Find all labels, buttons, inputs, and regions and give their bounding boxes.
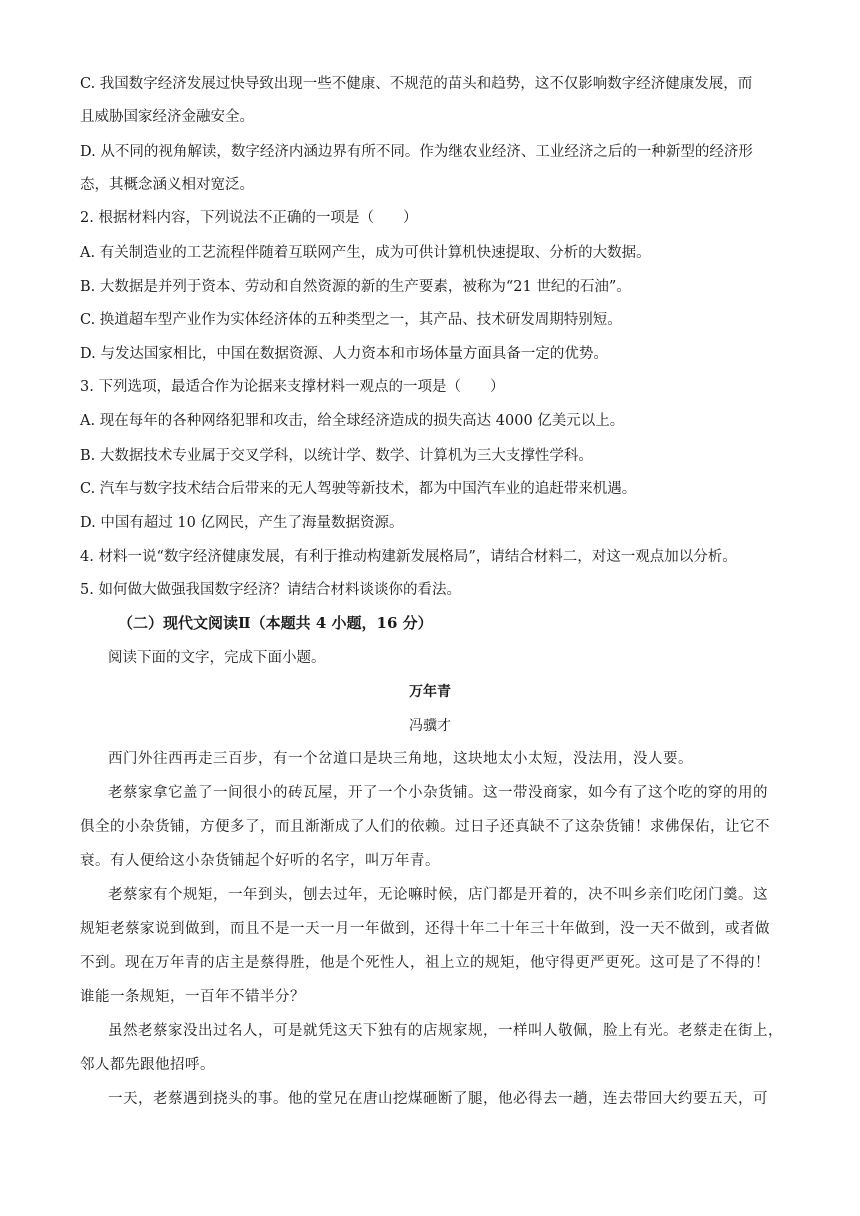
option-line: A. 现在每年的各种网络犯罪和攻击，给全球经济造成的损失高达 4000 亿美元以上。 <box>80 413 625 429</box>
story-paragraph-line: 衰。有人便给这小杂货铺起个好听的名字，叫万年青。 <box>80 853 440 869</box>
option-line: D. 从不同的视角解读，数字经济内涵边界有所不同。作为继农业经济、工业经济之后的一种新型的经济形 <box>80 144 753 160</box>
story-paragraph-line: 老蔡家有个规矩，一年到头，刨去过年，无论嘛时候，店门都是开着的，决不叫乡亲们吃闭门羹。这 <box>108 887 768 903</box>
option-line: B. 大数据技术专业属于交叉学科，以统计学、数学、计算机为三大支撑性学科。 <box>80 448 593 464</box>
question-line: 4. 材料一说“数字经济健康发展，有利于推动构建新发展格局”，请结合材料二，对这一观点加以分析。 <box>80 549 737 565</box>
option-line: C. 我国数字经济发展过快导致出现一些不健康、不规范的苗头和趋势，这不仅影响数字经济健康发展，而 <box>80 76 753 92</box>
story-paragraph-line: 老蔡家拿它盖了一间很小的砖瓦屋，开了一个小杂货铺。这一带没商家，如今有了这个吃的穿的用的 <box>108 785 768 801</box>
story-title: 万年青 <box>409 684 451 700</box>
story-paragraph-line: 西门外往西再走三百步，有一个岔道口是块三角地，这块地太小太短，没法用，没人要。 <box>108 751 693 767</box>
option-line: 态，其概念涵义相对宽泛。 <box>80 177 254 193</box>
option-line: D. 与发达国家相比，中国在数据资源、人力资本和市场体量方面具备一定的优势。 <box>80 346 608 362</box>
section-title: （二）现代文阅读Ⅱ（本题共 4 小题，16 分） <box>118 614 433 632</box>
instruction-text: 阅读下面的文字，完成下面小题。 <box>108 650 326 666</box>
story-paragraph-line: 一天，老蔡遇到挠头的事。他的堂兄在唐山挖煤砸断了腿，他必得去一趟，连去带回大约要五天，可 <box>108 1091 768 1107</box>
story-paragraph-line: 谁能一条规矩，一百年不错半分？ <box>80 989 305 1005</box>
question-line: 3. 下列选项，最适合作为论据来支撑材料一观点的一项是（ ） <box>80 379 505 395</box>
story-paragraph-line: 虽然老蔡家没出过名人，可是就凭这天下独有的店规家规，一样叫人敬佩，脸上有光。老蔡走在街上， <box>108 1023 783 1039</box>
option-line: C. 汽车与数字技术结合后带来的无人驾驶等新技术，都为中国汽车业的追赶带来机遇。 <box>80 481 637 497</box>
option-line: 且威胁国家经济金融安全。 <box>80 109 254 125</box>
option-line: B. 大数据是并列于资本、劳动和自然资源的新的生产要素，被称为“21 世纪的石油”。 <box>80 279 631 295</box>
story-paragraph-line: 不到。现在万年青的店主是蔡得胜，他是个死性人，祖上立的规矩，他守得更严更死。这可是了不得的！ <box>80 955 770 971</box>
story-paragraph-line: 规矩老蔡家说到做到，而且不是一天一月一年做到，还得十年二十年三十年做到，没一天不做到，或者做 <box>80 921 770 937</box>
option-line: D. 中国有超过 10 亿网民，产生了海量数据资源。 <box>80 515 404 531</box>
story-paragraph-line: 邻人都先跟他招呼。 <box>80 1057 215 1073</box>
question-line: 5. 如何做大做强我国数字经济？请结合材料谈谈你的看法。 <box>80 582 461 598</box>
story-author: 冯骥才 <box>409 718 451 734</box>
option-line: C. 换道超车型产业作为实体经济体的五种类型之一，其产品、技术研发周期特别短。 <box>80 312 622 328</box>
question-line: 2. 根据材料内容，下列说法不正确的一项是（ ） <box>80 210 418 226</box>
story-paragraph-line: 俱全的小杂货铺，方便多了，而且渐渐成了人们的依赖。过日子还真缺不了这杂货铺！求佛保佑，让它不 <box>80 819 770 835</box>
option-line: A. 有关制造业的工艺流程伴随着互联网产生，成为可供计算机快速提取、分析的大数据。 <box>80 245 651 261</box>
